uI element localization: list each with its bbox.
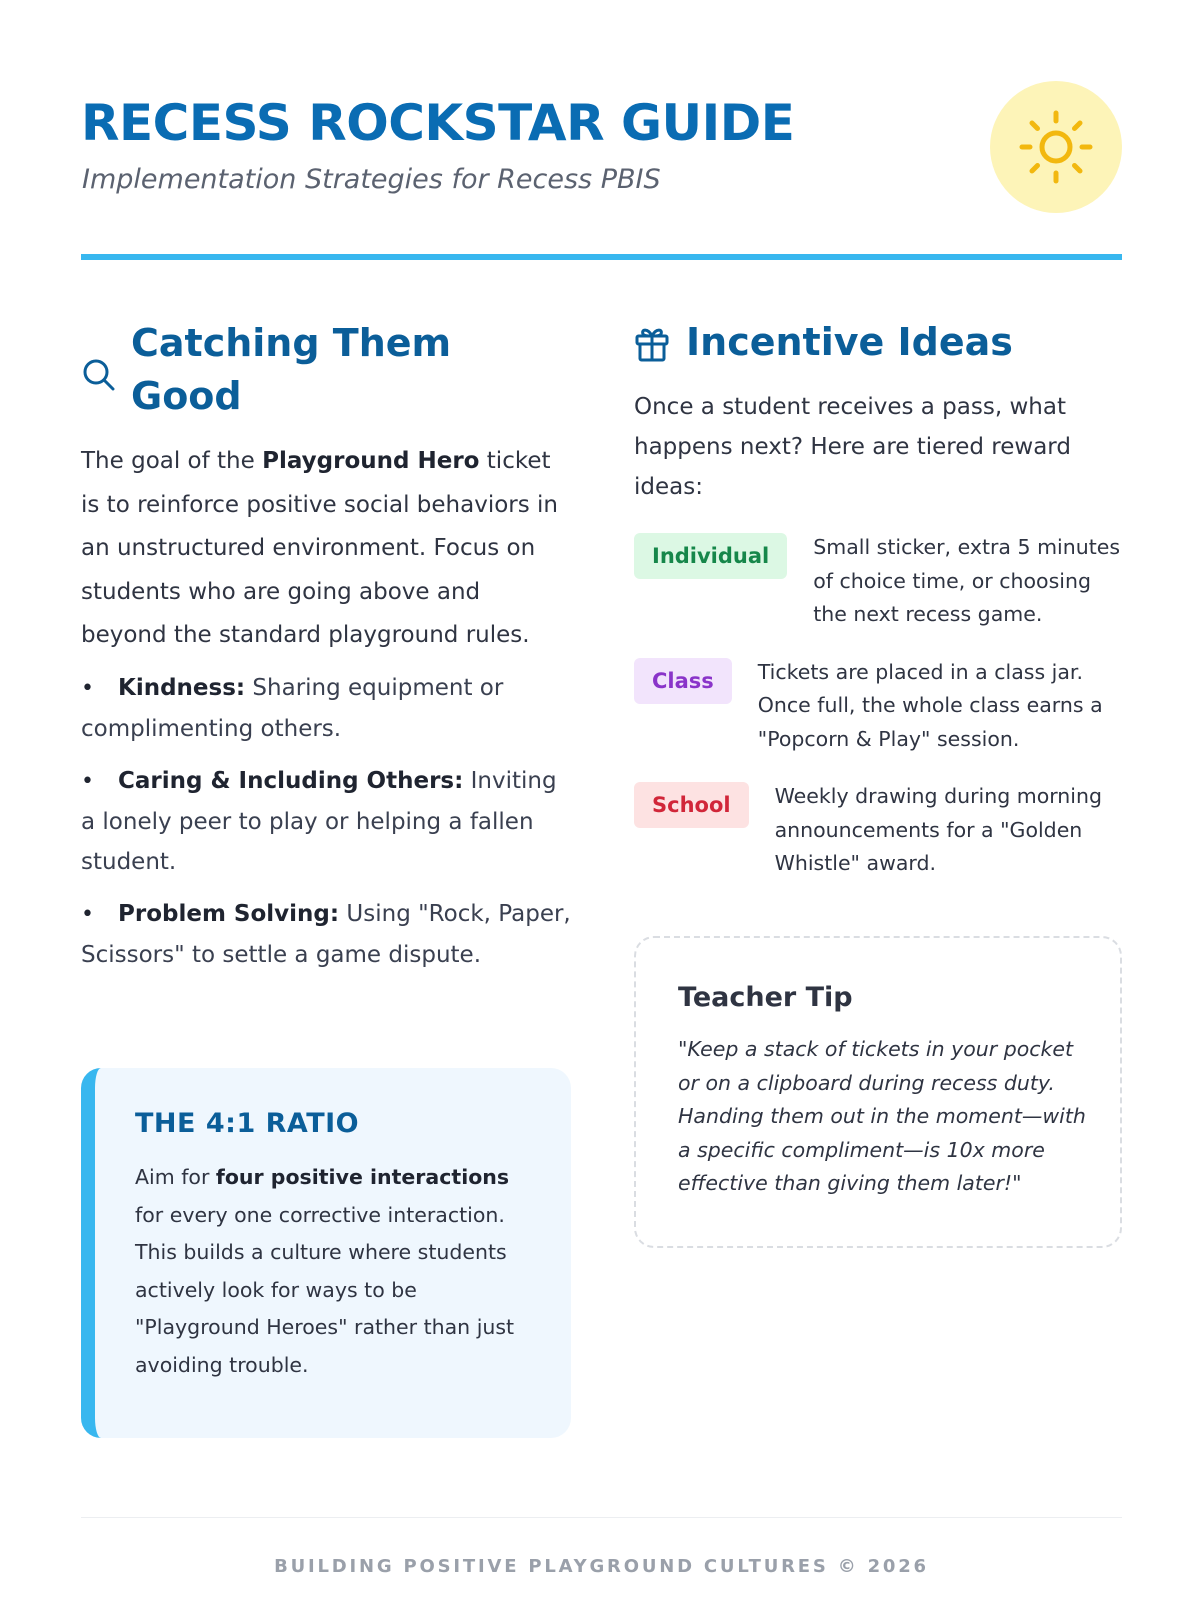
- header-divider: [81, 254, 1122, 260]
- page-header: [81, 80, 1121, 260]
- sun-icon: [1016, 107, 1096, 187]
- catching-title: Catching Them Good: [131, 321, 452, 418]
- individual-badge: Individual: [634, 533, 787, 579]
- page-subtitle: Implementation Strategies for Recess PBIS: [82, 164, 661, 195]
- teacher-tip-card: [634, 936, 1122, 1248]
- playground-hero-label: Playground Hero: [262, 448, 480, 474]
- catching-intro: The goal of the Playground Hero ticket is to reinforce positive social behaviors in an unstructured environment. Focus on students who are going above and beyond the standard playground rules.: [81, 448, 559, 648]
- ratio-body: Aim for four positive interactions for every one corrective interaction. This builds a culture where students actively look for ways to be "Playground Heroes" rather than just avoiding trouble.: [135, 1165, 515, 1377]
- list-item: • Caring & Including Others: Inviting a lonely peer to play or helping a fallen student.: [81, 767, 557, 875]
- reward-individual: [634, 531, 1122, 632]
- catching-section: [81, 316, 571, 1377]
- reward-text: Weekly drawing during morning announcements for a "Golden Whistle" award.: [774, 784, 1102, 875]
- reward-class: [634, 656, 1122, 757]
- ratio-callout: [81, 1068, 571, 1438]
- list-item: • Problem Solving: Using "Rock, Paper, Scissors" to settle a game dispute.: [81, 900, 571, 968]
- catching-heading: [81, 316, 571, 424]
- list-item: • Kindness: Sharing equipment or complimenting others.: [81, 674, 504, 742]
- reward-text: Tickets are placed in a class jar. Once full, the whole class earns a "Popcorn & Play" session.: [757, 659, 1103, 751]
- behavior-list: [81, 668, 571, 975]
- sun-badge: [990, 81, 1122, 213]
- incentives-heading: [634, 316, 1122, 369]
- footer-divider: [81, 1517, 1122, 1518]
- reward-school: [634, 780, 1122, 881]
- page-title: RECESS ROCKSTAR GUIDE: [81, 94, 795, 152]
- search-icon: [81, 357, 117, 393]
- tip-title: Teacher Tip: [678, 982, 853, 1013]
- gift-icon: [634, 324, 670, 362]
- ratio-title: THE 4:1 RATIO: [135, 1108, 360, 1139]
- tip-body: "Keep a stack of tickets in your pocket or on a clipboard during recess duty. Handing them out in the moment—with a specific compliment—is 10x more effective than giving them later!": [678, 1037, 1086, 1195]
- class-badge: Class: [634, 658, 732, 704]
- school-badge: School: [634, 782, 749, 828]
- incentives-title: Incentive Ideas: [686, 320, 1013, 364]
- footer-text: BUILDING POSITIVE PLAYGROUND CULTURES © 2026: [274, 1556, 929, 1577]
- incentives-intro: Once a student receives a pass, what happens next? Here are tiered reward ideas:: [634, 394, 1071, 500]
- incentives-section: [634, 316, 1122, 1195]
- reward-text: Small sticker, extra 5 minutes of choice time, or choosing the next recess game.: [813, 535, 1121, 626]
